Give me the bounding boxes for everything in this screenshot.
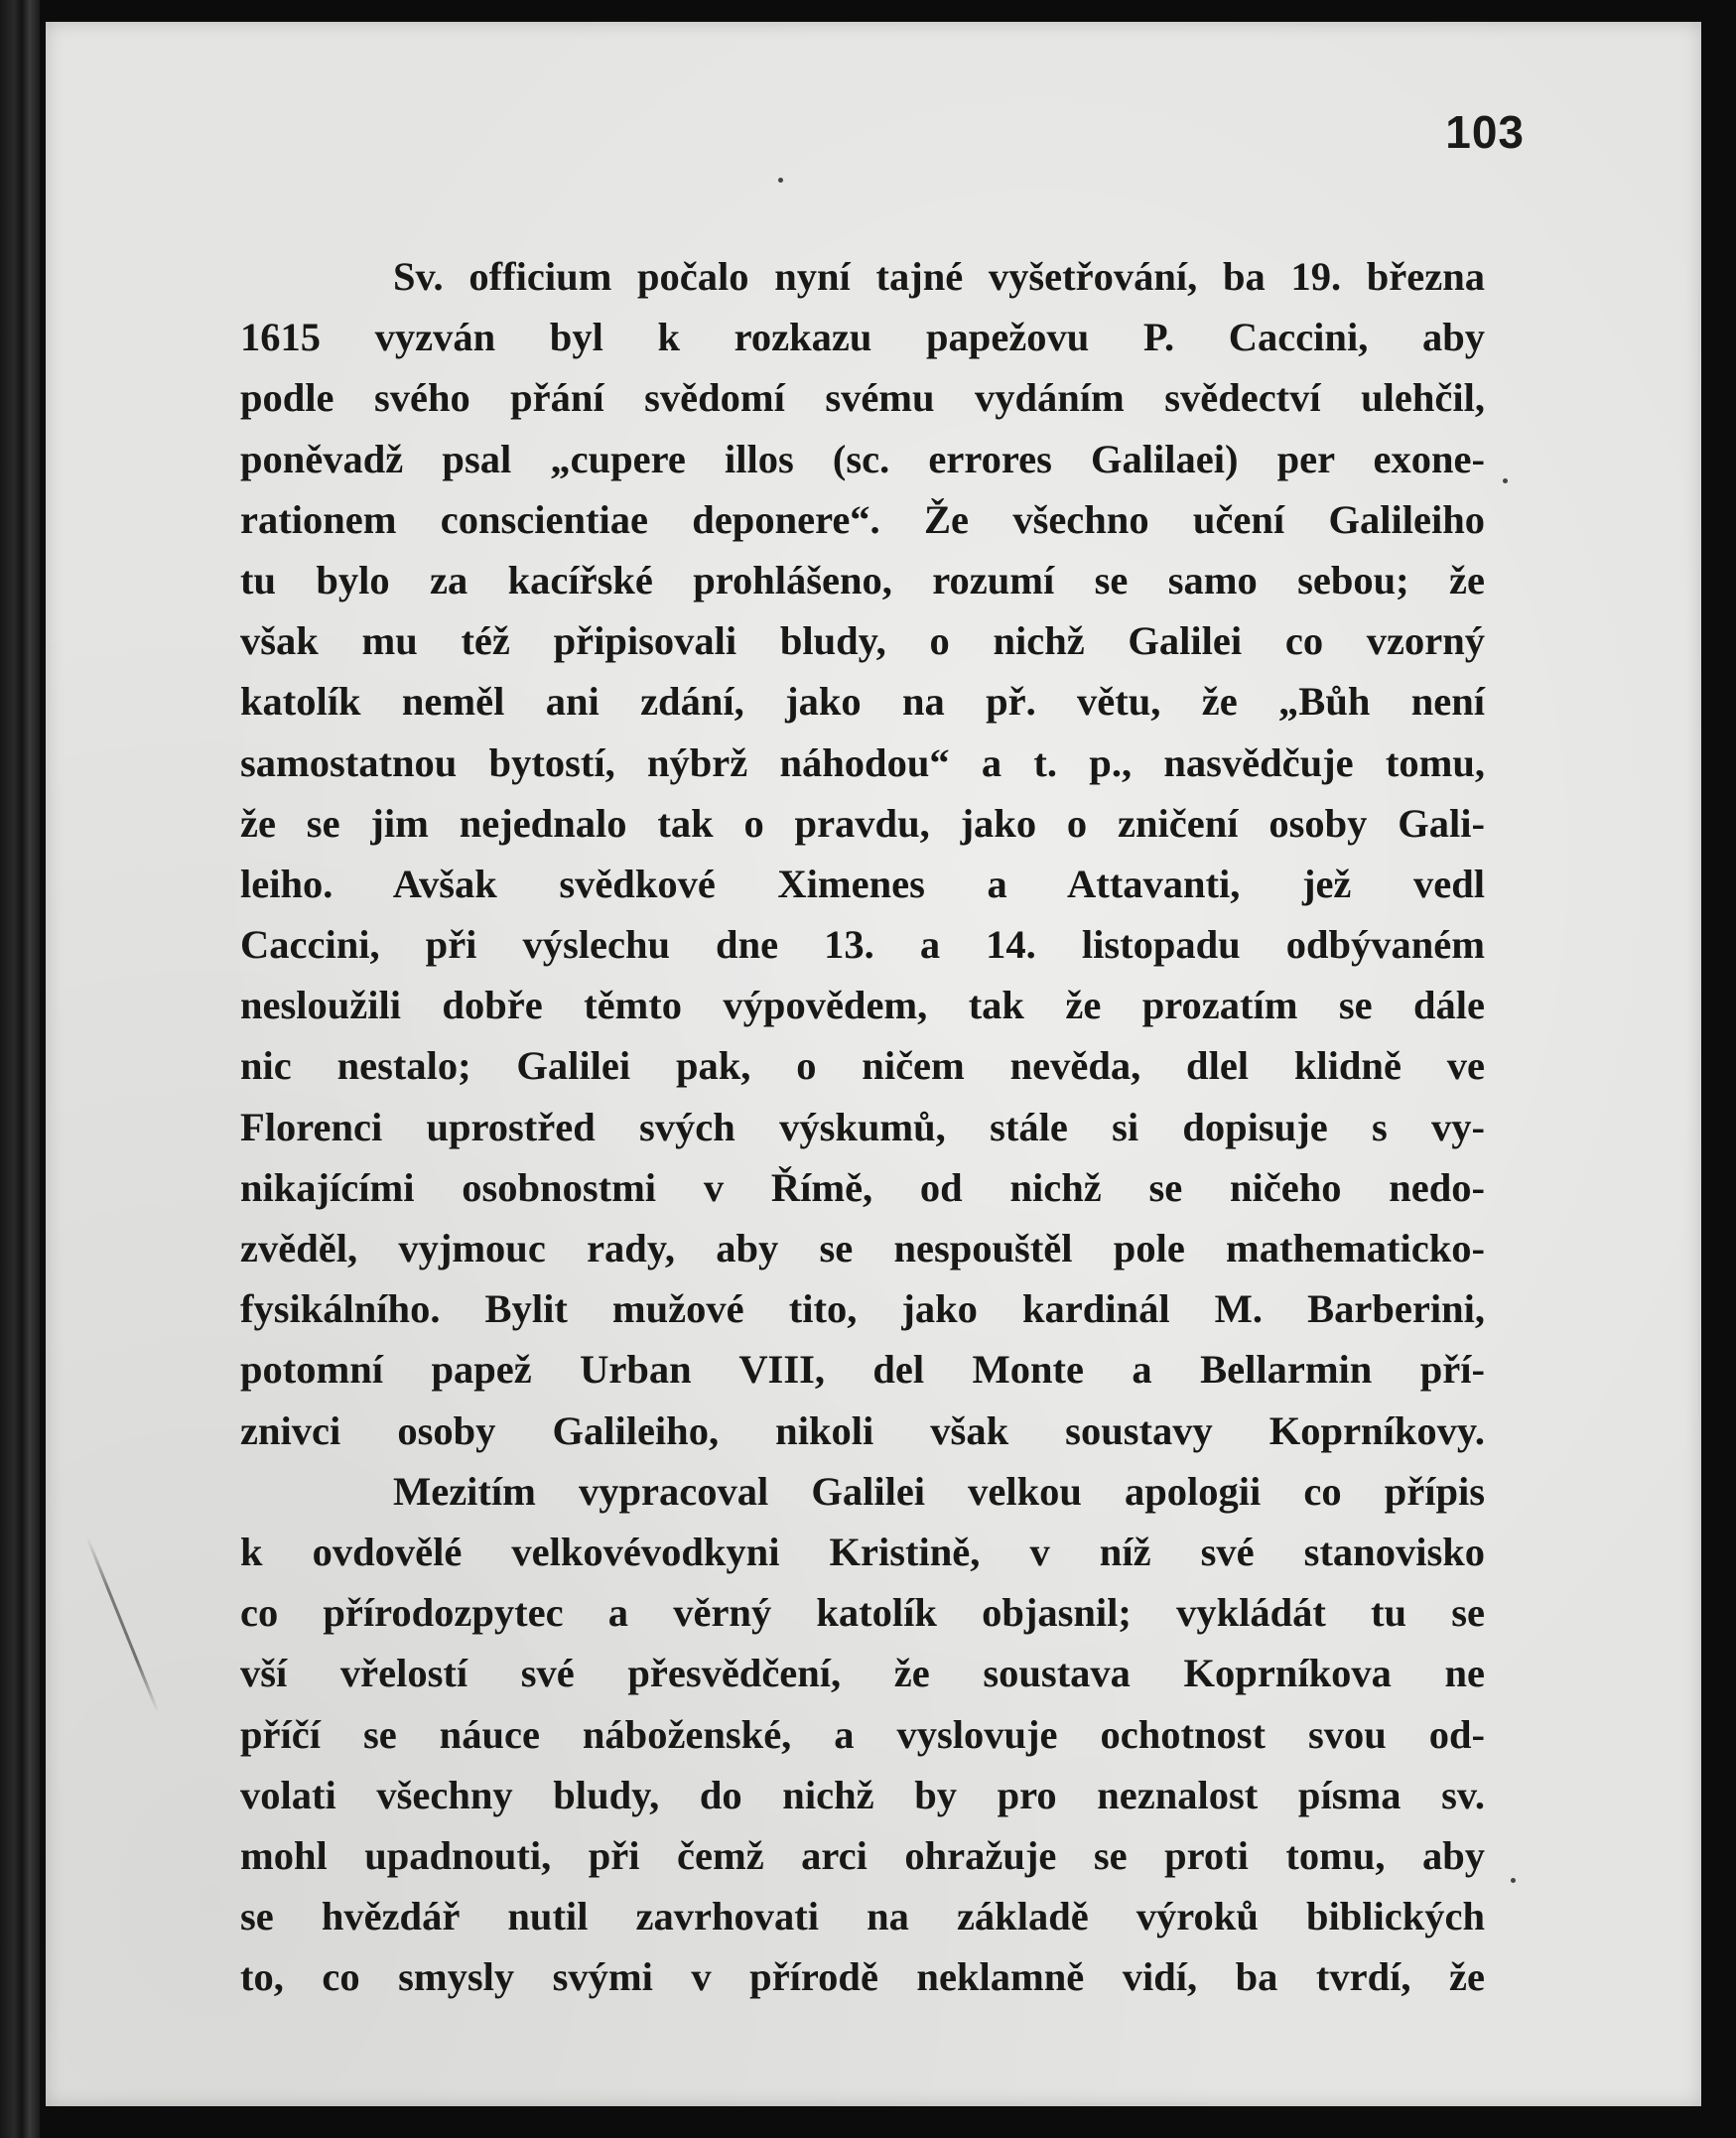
scan-scratch-mark xyxy=(86,1537,160,1712)
text-line: co přírodozpytec a věrný katolík objasnil; vykládát tu se xyxy=(240,1590,1485,1636)
scan-speck xyxy=(1503,478,1508,483)
text-line: volati všechny bludy, do nichž by pro neznalost písma sv. xyxy=(240,1772,1485,1817)
text-line: nikajícími osobnostmi v Římě, od nichž se ničeho nedo- xyxy=(240,1164,1485,1210)
text-line: poněvadž psal „cupere illos (sc. errores Galilaei) per exone- xyxy=(240,436,1485,481)
scan-speck xyxy=(778,178,783,183)
text-line: leiho. Avšak svědkové Ximenes a Attavanti, jež vedl xyxy=(240,861,1485,906)
binding-edge xyxy=(0,0,40,2138)
page-number: 103 xyxy=(1445,106,1525,158)
text-line: rationem conscientiae deponere“. Že všechno učení Galileiho xyxy=(240,496,1485,542)
text-line: nesloužili dobře těmto výpovědem, tak že prozatím se dále xyxy=(240,983,1485,1028)
text-line: Sv. officium počalo nyní tajné vyšetřování, ba 19. března xyxy=(393,254,1485,299)
text-line: fysikálního. Bylit mužové tito, jako kardinál M. Barberini, xyxy=(240,1286,1485,1332)
text-line: nic nestalo; Galilei pak, o ničem nevěda, dlel klidně ve xyxy=(240,1043,1485,1089)
text-line: zvěděl, vyjmouc rady, aby se nespouštěl pole mathematicko- xyxy=(240,1226,1485,1270)
text-line: Florenci uprostřed svých výskumů, stále si dopisuje s vy- xyxy=(240,1104,1485,1149)
text-line: to, co smysly svými v přírodě neklamně vidí, ba tvrdí, že xyxy=(240,1954,1485,2000)
text-line: znivci osoby Galileiho, nikoli však soustavy Koprníkovy. xyxy=(240,1407,1485,1453)
text-line: k ovdovělé velkovévodkyni Kristině, v níž své stanovisko xyxy=(240,1529,1485,1574)
book-page xyxy=(46,22,1701,2106)
body-text xyxy=(240,246,1485,2007)
text-line: mohl upadnouti, při čemž arci ohražuje se proti tomu, aby xyxy=(240,1832,1485,1878)
text-line: že se jim nejednalo tak o pravdu, jako o zničení osoby Gali- xyxy=(240,800,1485,846)
text-line: podle svého přání svědomí svému vydáním svědectví ulehčil, xyxy=(240,375,1485,421)
text-line: se hvězdář nutil zavrhovati na základě výroků biblických xyxy=(240,1894,1485,1939)
scan-speck xyxy=(1511,1878,1516,1883)
text-line: Caccini, při výslechu dne 13. a 14. listopadu odbývaném xyxy=(240,922,1485,968)
text-line: Mezitím vypracoval Galilei velkou apologii co přípis xyxy=(393,1468,1485,1514)
text-line: 1615 vyzván byl k rozkazu papežovu P. Caccini, aby xyxy=(240,315,1485,360)
text-line: tu bylo za kacířské prohlášeno, rozumí se samo sebou; že xyxy=(240,557,1485,602)
text-line: potomní papež Urban VIII, del Monte a Bellarmin pří- xyxy=(240,1347,1485,1393)
text-line: vší vřelostí své přesvědčení, že soustava Koprníkova ne xyxy=(240,1651,1485,1696)
text-line: však mu též připisovali bludy, o nichž Galilei co vzorný xyxy=(240,618,1485,664)
text-line: příčí se náuce náboženské, a vyslovuje ochotnost svou od- xyxy=(240,1711,1485,1757)
text-line: samostatnou bytostí, nýbrž náhodou“ a t. p., nasvědčuje tomu, xyxy=(240,739,1485,785)
text-line: katolík neměl ani zdání, jako na př. větu, že „Bůh není xyxy=(240,679,1485,725)
